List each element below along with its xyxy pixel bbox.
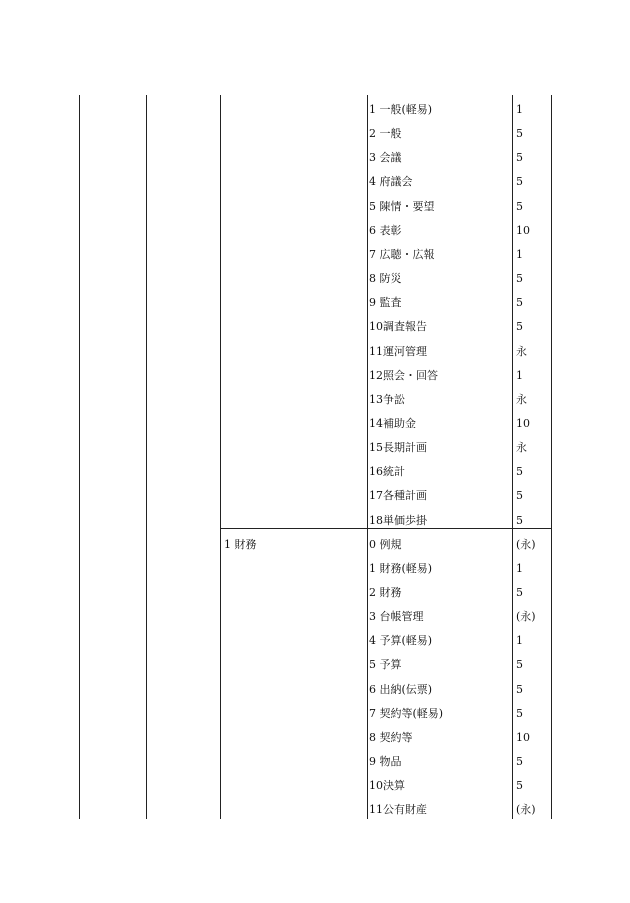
record-name: 1 一般(軽易) (369, 103, 433, 116)
retention-period: 1 (516, 368, 523, 382)
record-name: 2 一般 (369, 127, 402, 141)
retention-period: 5 (516, 489, 523, 503)
retention-period: 1 (516, 247, 523, 261)
record-name: 4 予算(軽易) (369, 634, 433, 648)
record-name: 7 契約等(軽易) (369, 706, 444, 720)
record-name: 3 台帳管理 (369, 610, 424, 624)
retention-period: (永) (516, 537, 536, 551)
retention-period: 5 (516, 465, 523, 479)
retention-period: 永 (516, 392, 527, 406)
retention-period: 5 (516, 175, 523, 189)
retention-period: 5 (516, 127, 523, 141)
retention-period: 10 (516, 730, 530, 744)
retention-period: 5 (516, 513, 523, 527)
retention-period: (永) (516, 803, 536, 817)
column-rule-6 (551, 95, 552, 819)
retention-period: 1 (516, 561, 523, 575)
record-name: 10調査報告 (369, 320, 427, 334)
retention-period: 1 (516, 103, 523, 116)
record-name: 2 財務 (369, 586, 402, 599)
record-name: 3 会議 (369, 151, 402, 165)
record-name: 4 府議会 (369, 175, 413, 189)
record-name: 5 陳情・要望 (369, 199, 435, 213)
column-rule-5 (512, 95, 513, 819)
record-name: 13争訟 (369, 392, 405, 406)
retention-period: 5 (516, 296, 523, 310)
retention-period: 5 (516, 682, 523, 696)
retention-period: 5 (516, 151, 523, 165)
retention-period: 永 (516, 441, 527, 455)
column-rule-2 (146, 95, 147, 819)
record-name: 8 防災 (369, 272, 402, 286)
record-name: 17各種計画 (369, 489, 427, 503)
record-name: 9 監査 (369, 296, 402, 310)
record-name: 16統計 (369, 465, 405, 479)
column-rule-3 (220, 95, 221, 819)
retention-period: 5 (516, 658, 523, 672)
category-label: 1 財務 (224, 537, 257, 551)
retention-period: 永 (516, 344, 527, 358)
record-name: 1 財務(軽易) (369, 561, 433, 575)
retention-period: (永) (516, 610, 536, 624)
retention-period: 5 (516, 586, 523, 599)
retention-period: 1 (516, 634, 523, 648)
section-divider (220, 528, 551, 529)
record-name: 6 表彰 (369, 223, 402, 237)
column-rule-4 (367, 95, 368, 819)
column-rule-1 (79, 95, 80, 819)
record-name: 7 広聴・広報 (369, 247, 435, 261)
record-name: 5 予算 (369, 658, 402, 672)
retention-period: 10 (516, 223, 530, 237)
record-name: 8 契約等 (369, 730, 413, 744)
record-name: 15長期計画 (369, 441, 427, 455)
record-name: 0 例規 (369, 537, 402, 551)
record-name: 11運河管理 (369, 344, 427, 358)
retention-period: 5 (516, 272, 523, 286)
retention-period: 5 (516, 779, 523, 793)
retention-period: 5 (516, 755, 523, 769)
retention-period: 5 (516, 199, 523, 213)
record-name: 18単価歩掛 (369, 513, 427, 527)
record-name: 9 物品 (369, 755, 402, 769)
record-name: 6 出納(伝票) (369, 682, 433, 696)
retention-period: 5 (516, 706, 523, 720)
retention-period: 10 (516, 416, 530, 430)
record-name: 11公有財産 (369, 803, 427, 817)
retention-period: 5 (516, 320, 523, 334)
record-name: 12照会・回答 (369, 368, 438, 382)
record-name: 10決算 (369, 779, 405, 793)
record-name: 14補助金 (369, 416, 416, 430)
